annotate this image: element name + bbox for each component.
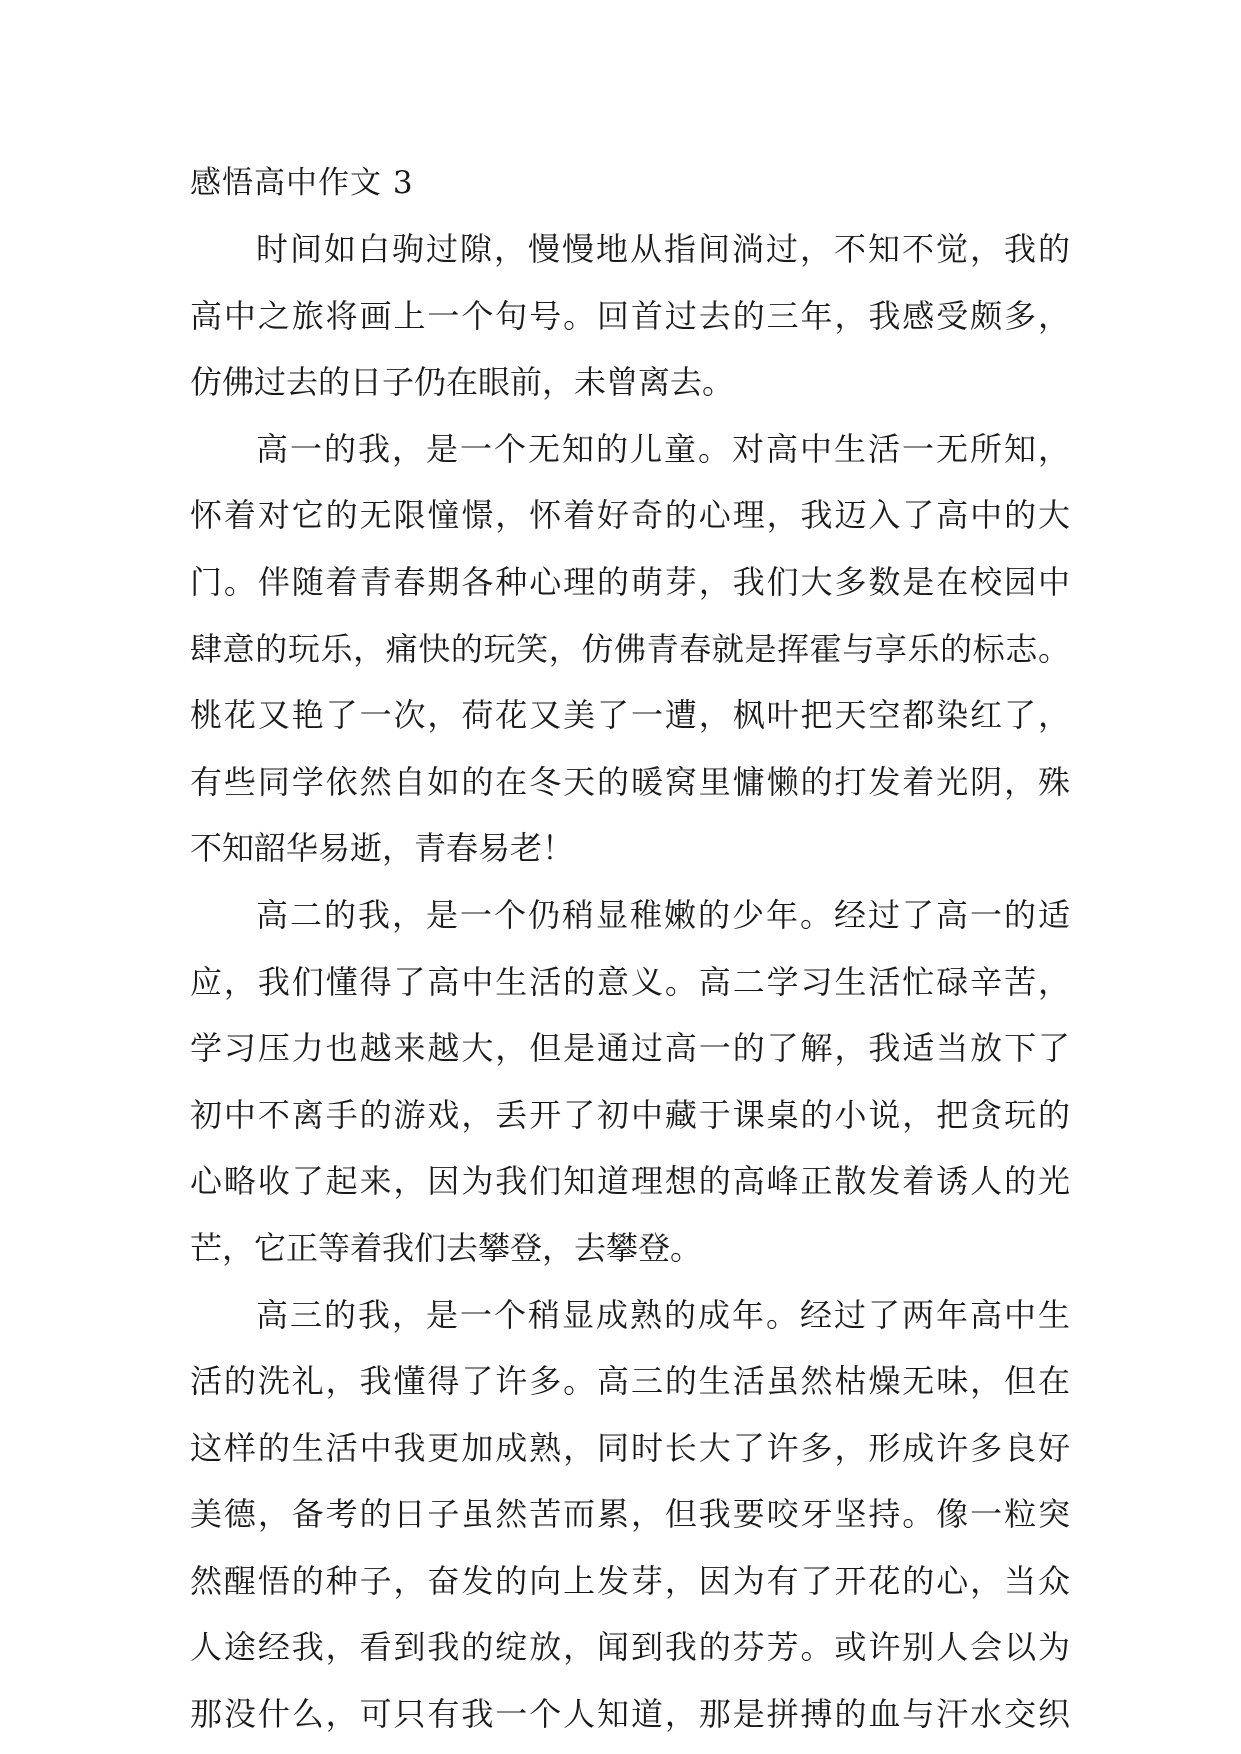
text-line: 高三的我，是一个稍显成熟的成年。经过了两年高中生 xyxy=(256,1295,1070,1334)
text-line: 时间如白驹过隙，慢慢地从指间淌过，不知不觉，我的 xyxy=(256,230,1070,268)
text-line: 美德，备考的日子虽然苦而累，但我要咬牙坚持。像一粒突 xyxy=(190,1495,1070,1534)
text-line: 学习压力也越来越大，但是通过高一的了解，我适当放下了 xyxy=(190,1029,1070,1068)
text-line: 不知韶华易逝，青春易老！ xyxy=(190,829,575,868)
text-line: 门。伴随着青春期各种心理的萌芽，我们大多数是在校园中 xyxy=(190,562,1070,601)
document-title: 感悟高中作文 3 xyxy=(190,165,414,201)
text-line: 怀着对它的无限憧憬，怀着好奇的心理，我迈入了高中的大 xyxy=(190,496,1070,535)
paragraph-1 xyxy=(190,216,1070,416)
text-line: 人途经我，看到我的绽放，闻到我的芬芳。或许别人会以为 xyxy=(190,1628,1070,1667)
text-line: 高一的我，是一个无知的儿童。对高中生活一无所知， xyxy=(256,429,1070,468)
text-line: 桃花又艳了一次，荷花又美了一遭，枫叶把天空都染红了， xyxy=(190,696,1070,735)
text-line: 初中不离手的游戏，丢开了初中藏于课桌的小说，把贪玩的 xyxy=(190,1095,1070,1134)
text-line: 肆意的玩乐，痛快的玩笑，仿佛青春就是挥霍与享乐的标志。 xyxy=(190,629,1070,668)
text-line: 活的洗礼，我懂得了许多。高三的生活虽然枯燥无味，但在 xyxy=(190,1362,1070,1401)
paragraph-3 xyxy=(190,882,1070,1282)
text-line: 仿佛过去的日子仍在眼前，未曾离去。 xyxy=(190,363,735,402)
text-line: 高中之旅将画上一个句号。回首过去的三年，我感受颇多， xyxy=(190,296,1070,335)
text-line: 有些同学依然自如的在冬天的暖窝里慵懒的打发着光阴，殊 xyxy=(190,762,1070,801)
text-line: 芒，它正等着我们去攀登，去攀登。 xyxy=(190,1228,703,1267)
text-line: 应，我们懂得了高中生活的意义。高二学习生活忙碌辛苦， xyxy=(190,962,1070,1001)
text-line: 心略收了起来，因为我们知道理想的高峰正散发着诱人的光 xyxy=(190,1162,1070,1201)
paragraph-4 xyxy=(190,1282,1070,1748)
paragraph-2 xyxy=(190,416,1070,882)
text-line: 那没什么，可只有我一个人知道，那是拼搏的血与汗水交织 xyxy=(190,1695,1070,1734)
text-line: 然醒悟的种子，奋发的向上发芽，因为有了开花的心，当众 xyxy=(190,1561,1070,1600)
text-line: 这样的生活中我更加成熟，同时长大了许多，形成许多良好 xyxy=(190,1428,1070,1467)
text-line: 高二的我，是一个仍稍显稚嫩的少年。经过了高一的适 xyxy=(256,895,1070,934)
document-body xyxy=(190,150,1070,1748)
